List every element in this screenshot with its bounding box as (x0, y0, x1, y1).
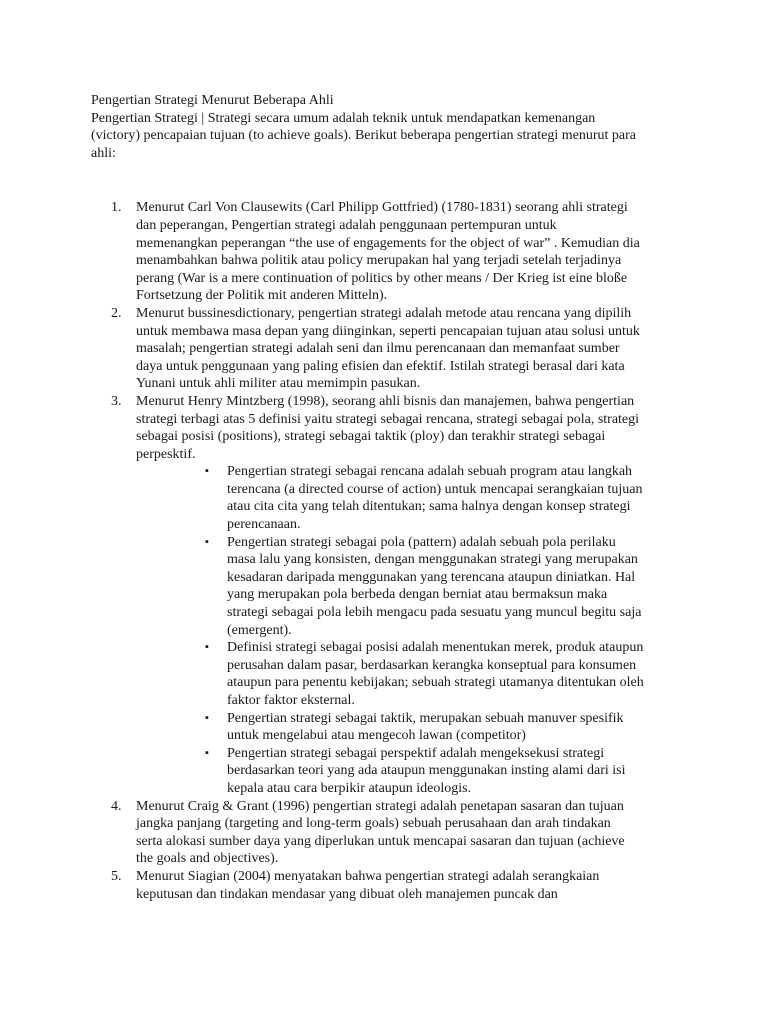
bullet-text-line: (emergent). (227, 622, 292, 638)
bullet-text-line: berdasarkan teori yang ada ataupun menggunakan insting alami dari isi (227, 763, 626, 779)
square-bullet-icon: ▪ (205, 711, 209, 724)
list-item-text-line: menambahkan bahwa politik atau policy merupakan hal yang terjadi setelah terjadinya (136, 253, 622, 269)
list-item-number: 4. (111, 798, 122, 814)
list-item-number: 1. (111, 200, 122, 216)
square-bullet-icon: ▪ (205, 641, 209, 654)
list-item (91, 798, 691, 868)
bullet-list (91, 463, 691, 797)
list-item-text-line: daya untuk penggunaan yang paling efisien dan efektif. Istilah strategi berasal dari kata (136, 358, 625, 374)
document-title: Pengertian Strategi Menurut Beberapa Ahli (91, 93, 334, 108)
bullet-text-line: Definisi strategi sebagai posisi adalah menentukan merek, produk ataupun (227, 640, 644, 656)
list-item-text-line: the goals and objectives). (136, 851, 279, 867)
list-item-text-line: Menurut Henry Mintzberg (1998), seorang ahli bisnis dan manajemen, bahwa pengertian (136, 393, 635, 409)
bullet-item (91, 639, 691, 709)
bullet-item (91, 534, 691, 640)
bullet-text-line: perencanaan. (227, 517, 301, 533)
bullet-text-line: perusahan dalam pasar, berdasarkan kerangka konseptual para konsumen (227, 657, 637, 673)
list-item-text-line: Menurut Siagian (2004) menyatakan bahwa pengertian strategi adalah serangkaian (136, 868, 600, 884)
intro-line: ahli: (91, 145, 116, 161)
square-bullet-icon: ▪ (205, 746, 209, 759)
numbered-list (91, 199, 691, 903)
intro-paragraph (91, 110, 691, 163)
list-item (91, 393, 691, 463)
bullet-text-line: faktor faktor eksternal. (227, 693, 355, 708)
bullet-text-line: atau cita cita yang telah ditentukan; sama halnya dengan konsep strategi (227, 499, 631, 515)
list-item-text-line: Fortsetzung der Politik mit anderen Mitteln). (136, 288, 388, 304)
list-item-text-line: dan peperangan, Pengertian strategi adalah penggunaan pertempuran untuk (136, 217, 557, 233)
intro-line: (victory) pencapaian tujuan (to achieve goals). Berikut beberapa pengertian strategi menurut para (91, 128, 636, 144)
list-item-number: 3. (111, 393, 122, 409)
list-item-text-line: keputusan dan tindakan mendasar yang dibuat oleh manajemen puncak dan (136, 886, 558, 902)
list-item-text-line: perpesktif. (136, 446, 196, 462)
list-item-text-line: serta alokasi sumber daya yang diperlukan untuk mencapai sasaran dan tujuan (achieve (136, 833, 625, 849)
list-item (91, 199, 691, 305)
list-item-text-line: perang (War is a mere continuation of politics by other means / Der Krieg ist eine bloße (136, 270, 628, 286)
bullet-item (91, 710, 691, 745)
bullet-text-line: kesadaran daripada menggunakan yang terencana ataupun diniatkan. Hal (227, 569, 636, 585)
list-item-text-line: Menurut Carl Von Clausewits (Carl Philipp Gottfried) (1780-1831) seorang ahli strategi (136, 200, 628, 216)
bullet-item (91, 463, 691, 533)
intro-line: Pengertian Strategi | Strategi secara umum adalah teknik untuk mendapatkan kemenangan (91, 110, 596, 126)
list-item-text-line: memenangkan peperangan “the use of engagements for the object of war” . Kemudian dia (136, 235, 640, 251)
bullet-item (91, 745, 691, 798)
bullet-text-line: masa lalu yang konsisten, dengan menggunakan strategi yang merupakan (227, 552, 638, 568)
square-bullet-icon: ▪ (205, 535, 209, 548)
list-item-text-line: jangka panjang (targeting and long-term goals) sebuah perusahaan dan arah tindakan (136, 816, 611, 832)
list-item-text-line: Menurut bussinesdictionary, pengertian strategi adalah metode atau rencana yang dipilih (136, 305, 632, 321)
list-item-text-line: strategi terbagi atas 5 definisi yaitu strategi sebagai rencana, strategi sebagai pola, strategi (136, 411, 640, 427)
bullet-text-line: kepala atau cara berpikir ataupun ideologis. (227, 780, 472, 796)
list-item-text-line: Menurut Craig & Grant (1996) pengertian strategi adalah penetapan sasaran dan tujuan (136, 798, 624, 814)
list-item-text-line: Yunani untuk ahli militer atau memimpin pasukan. (136, 376, 421, 392)
paragraph-gap (91, 162, 691, 199)
list-item-number: 5. (111, 868, 122, 884)
bullet-text-line: Pengertian strategi sebagai perspektif adalah mengeksekusi strategi (227, 745, 605, 761)
bullet-text-line: Pengertian strategi sebagai rencana adalah sebuah program atau langkah (227, 464, 633, 480)
list-item-text-line: masalah; pengertian strategi adalah seni dan ilmu perencanaan dan memanfaat sumber (136, 341, 620, 357)
bullet-text-line: yang merupakan pola berbeda dengan berniat atau bermaksun maka (227, 587, 608, 603)
bullet-text-line: ataupun para penentu kebijakan; sebuah strategi utamanya ditentukan oleh (227, 675, 644, 691)
list-item (91, 868, 691, 903)
document-page (91, 92, 691, 903)
bullet-text-line: terencana (a directed course of action) untuk mencapai serangkaian tujuan (227, 481, 643, 497)
bullet-text-line: Pengertian strategi sebagai pola (pattern) adalah sebuah pola perilaku (227, 534, 616, 550)
list-item-text-line: sebagai posisi (positions), strategi sebagai taktik (ploy) dan terakhir strategi sebagai (136, 429, 606, 445)
square-bullet-icon: ▪ (205, 465, 209, 478)
list-item-number: 2. (111, 305, 122, 321)
bullet-text-line: Pengertian strategi sebagai taktik, merupakan sebuah manuver spesifik (227, 710, 624, 726)
list-item-text-line: untuk membawa masa depan yang diinginkan, seperti pencapaian tujuan atau solusi untuk (136, 323, 640, 339)
bullet-text-line: untuk mengelabui atau mengecoh lawan (competitor) (227, 728, 526, 744)
list-item (91, 305, 691, 393)
bullet-text-line: strategi sebagai pola lebih mengacu pada sesuatu yang muncul begitu saja (227, 605, 642, 621)
